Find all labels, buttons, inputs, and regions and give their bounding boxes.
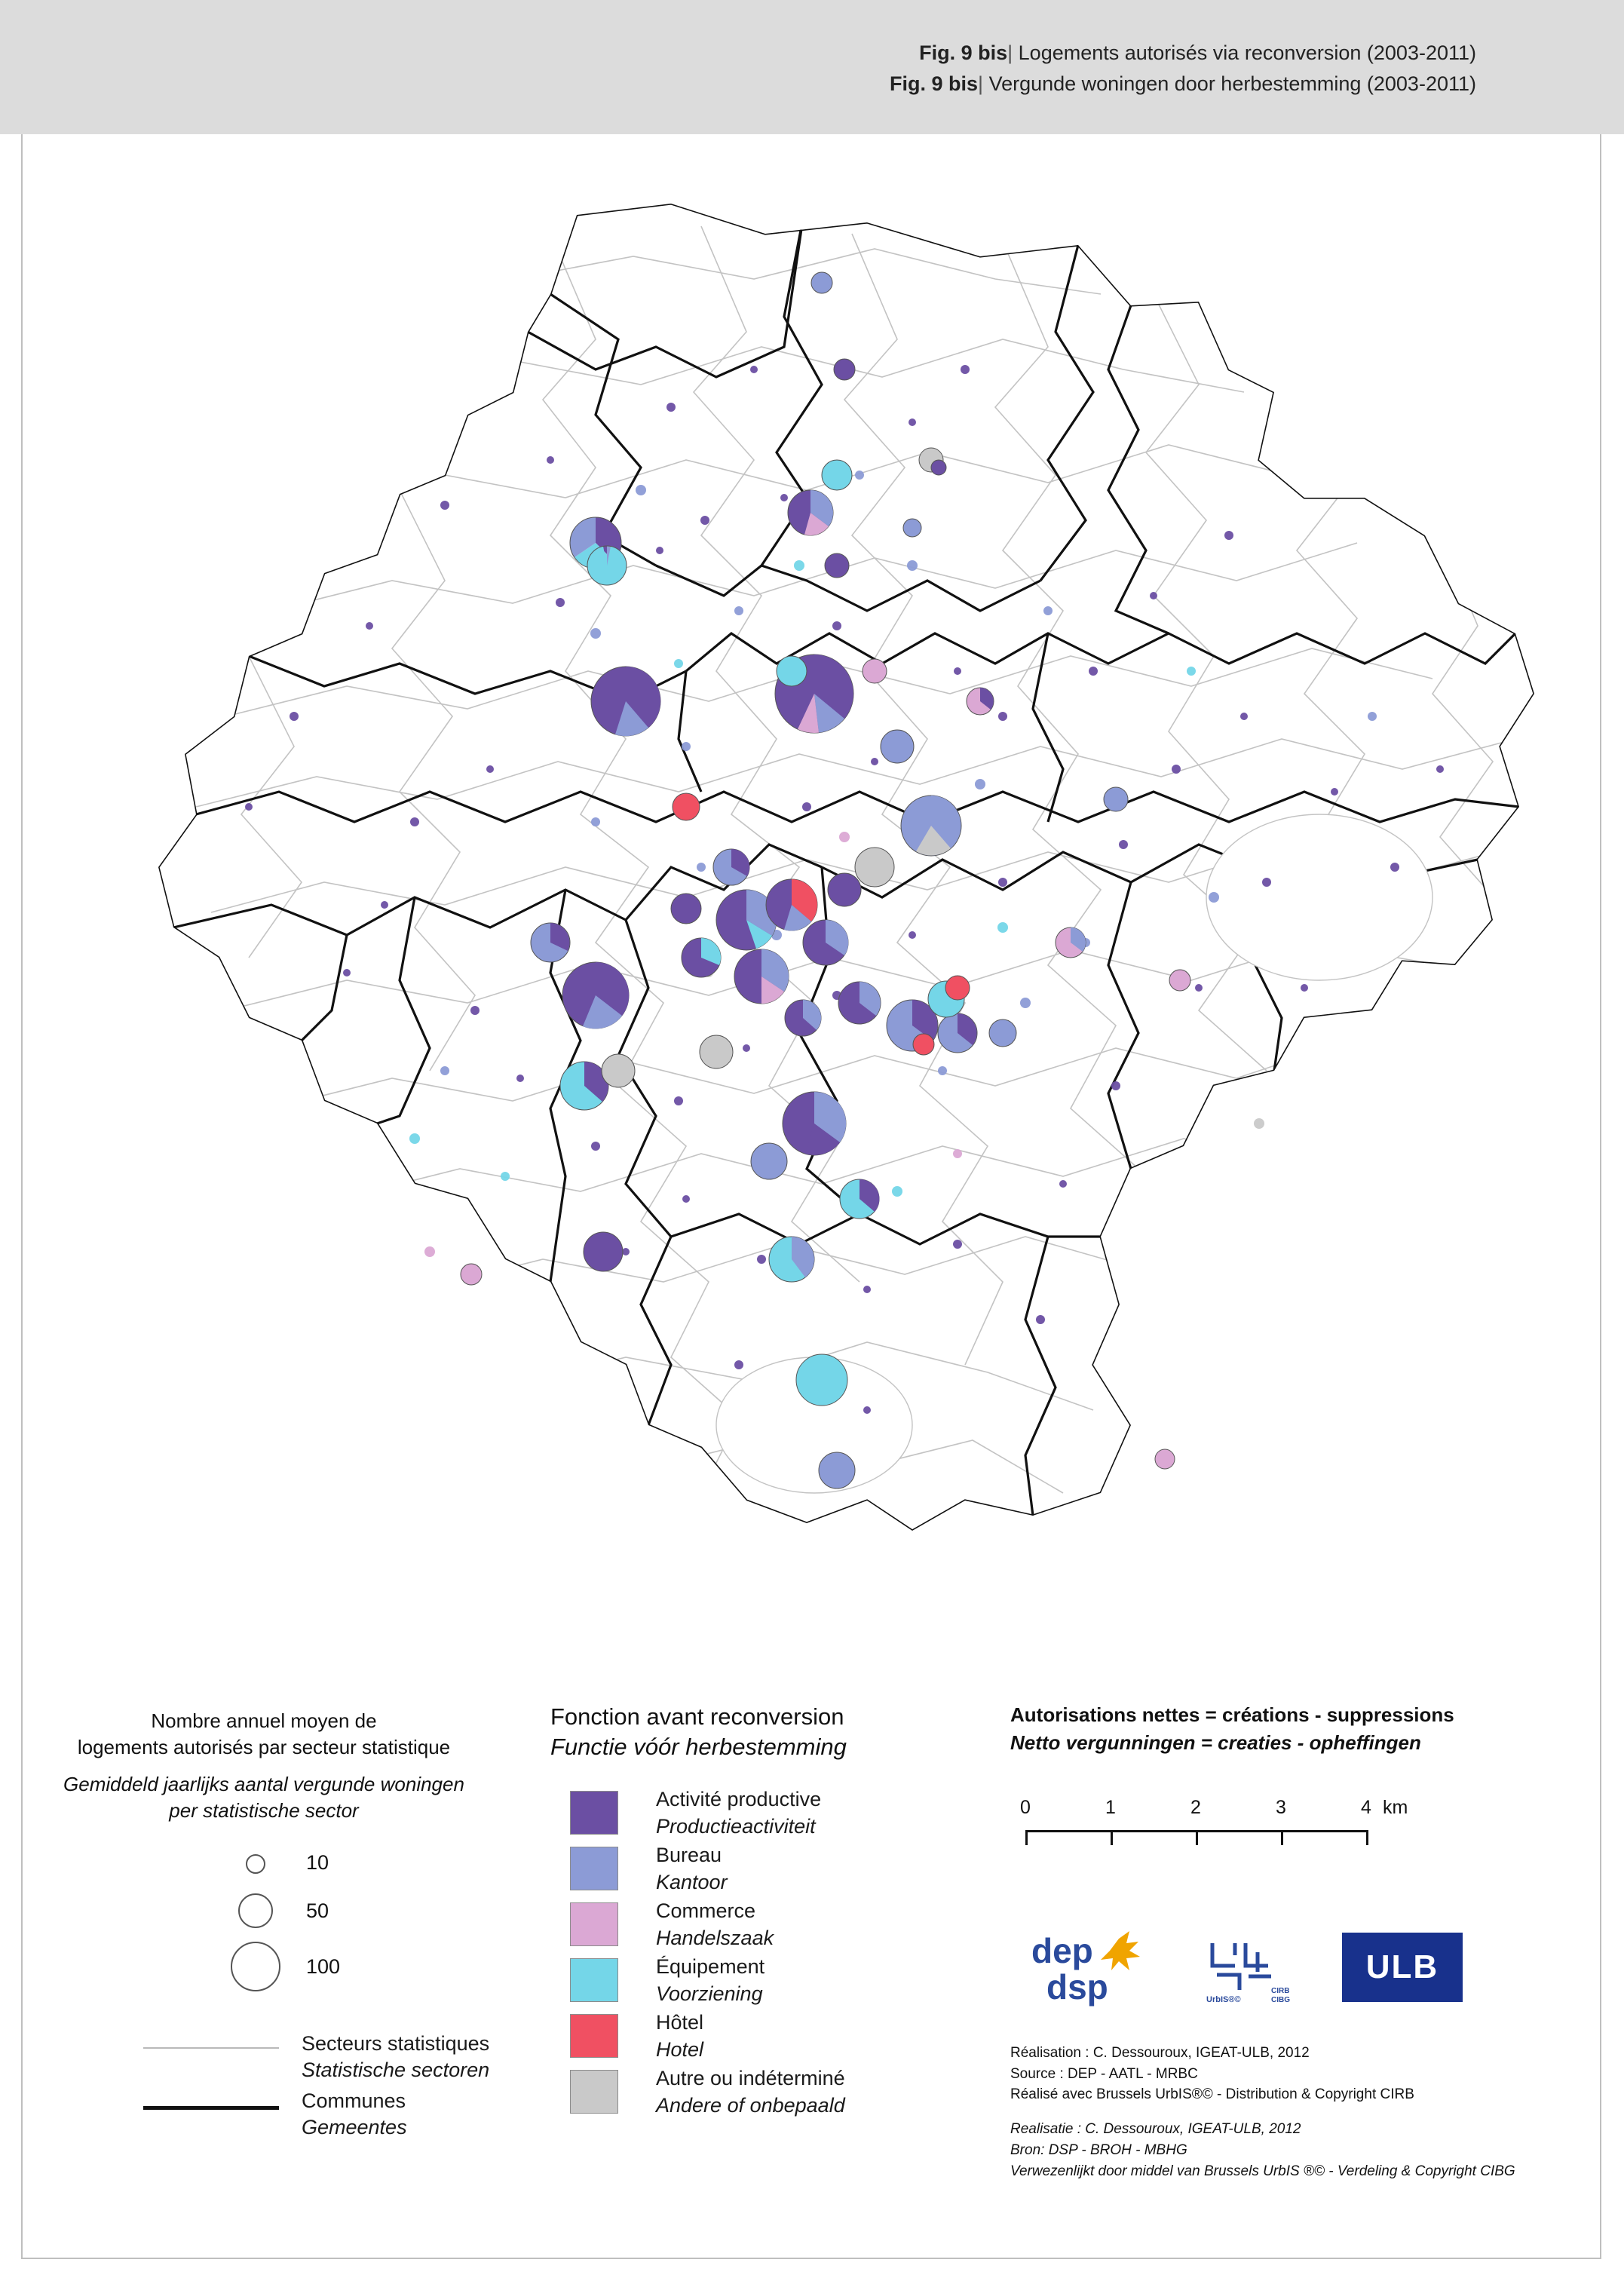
pie-marker — [834, 359, 855, 380]
scale-tick-mark — [1196, 1830, 1198, 1845]
legend-category-label: Autre ou indéterminé Andere of onbepaald — [656, 2067, 845, 2117]
logo-row — [1010, 1927, 1606, 2017]
sector-line-sample — [143, 2047, 279, 2049]
ulb-logo — [1342, 1933, 1463, 2002]
pie-marker — [931, 460, 946, 475]
svg-text:dep: dep — [1031, 1931, 1093, 1970]
figure-header — [0, 0, 1624, 134]
scale-tick-1: 1 — [1105, 1797, 1116, 1818]
legend-line-key — [23, 2032, 505, 2142]
scale-tick-mark — [1366, 1830, 1368, 1845]
svg-text:UrbIS®©: UrbIS®© — [1206, 1995, 1241, 2004]
scale-tick-labels — [1020, 1797, 1417, 1823]
pie-marker — [587, 546, 627, 585]
pie-marker — [825, 553, 849, 578]
size-label-50: 50 — [306, 1899, 329, 1923]
dep-dsp-logo — [1030, 1927, 1166, 2010]
credit-nl-1: Realisatie : C. Dessouroux, IGEAT-ULB, 2012 — [1010, 2121, 1301, 2138]
svg-text:CIBG: CIBG — [1271, 1996, 1290, 2004]
legend-size-title-fr: Nombre annuel moyen de logements autorisés par secteur statistique — [77, 1709, 451, 1759]
pie-marker — [700, 1035, 733, 1068]
legend-category-item — [550, 1788, 973, 1844]
pie-marker — [881, 730, 914, 763]
legend-category-label: Hôtel Hotel — [656, 2011, 704, 2061]
scale-tick-0: 0 — [1020, 1797, 1031, 1818]
swatch-commerce — [570, 1902, 618, 1946]
pie-marker — [461, 1264, 482, 1285]
pie-marker — [1169, 970, 1190, 991]
pie-marker — [783, 1092, 846, 1155]
swatch-equipement — [570, 1958, 618, 2002]
pie-marker — [788, 490, 833, 535]
commune-line-labels: Communes Gemeentes — [302, 2089, 407, 2139]
legend-category-label: Bureau Kantoor — [656, 1844, 728, 1893]
pie-marker — [903, 519, 921, 537]
legend-category-item — [550, 2011, 973, 2067]
legend-size-block — [23, 1708, 505, 2142]
pie-marker — [796, 1354, 847, 1406]
commune-line-sample — [143, 2106, 279, 2110]
scale-tick-mark — [1111, 1830, 1113, 1845]
figure-title-nl — [890, 69, 1476, 100]
net-authorisations-note-fr: Autorisations nettes = créations - suppressions — [1010, 1703, 1454, 1726]
pie-marker — [769, 1237, 814, 1282]
pie-marker — [822, 460, 852, 490]
legend-category-item — [550, 1899, 973, 1955]
figure-caption-fr: Logements autorisés via reconversion (2003-2011) — [1013, 41, 1476, 64]
swatch-hotel — [570, 2014, 618, 2058]
svg-text:CIRB: CIRB — [1271, 1987, 1290, 1995]
scale-tick-2: 2 — [1190, 1797, 1201, 1818]
brussels-map — [23, 143, 1598, 1712]
figure-header-text — [890, 38, 1476, 99]
legend-category-label: Commerce Handelszaak — [656, 1899, 774, 1949]
pie-marker — [840, 1179, 879, 1219]
size-label-10: 10 — [306, 1851, 329, 1875]
map-container — [23, 143, 1598, 1712]
legend-categories-title-nl: Functie vóór herbestemming — [550, 1734, 847, 1760]
legend-category-item — [550, 1844, 973, 1899]
map-scale-bar — [1020, 1797, 1417, 1880]
pie-marker — [855, 848, 894, 887]
legend-category-item — [550, 2067, 973, 2123]
pie-marker — [673, 793, 700, 820]
figure-sep-nl: | — [978, 72, 984, 95]
figure-number-fr: Fig. 9 bis — [919, 41, 1008, 64]
pie-marker — [560, 1062, 608, 1110]
figure-number-nl: Fig. 9 bis — [890, 72, 979, 95]
ulb-logo-text: ULB — [1365, 1948, 1439, 1985]
swatch-activite-productive — [570, 1791, 618, 1835]
credit-fr-1: Réalisation : C. Dessouroux, IGEAT-ULB, 2012 — [1010, 2045, 1310, 2061]
size-circle-50 — [238, 1893, 273, 1928]
scale-tick-mark — [1025, 1830, 1028, 1845]
scale-tick-4: 4 — [1361, 1797, 1371, 1818]
swatch-bureau — [570, 1847, 618, 1890]
figure-sep-fr: | — [1007, 41, 1013, 64]
pie-marker — [562, 962, 629, 1029]
pie-marker — [938, 1013, 977, 1053]
pie-marker — [1104, 787, 1128, 811]
scale-tick-3: 3 — [1276, 1797, 1286, 1818]
pie-marker — [819, 1452, 855, 1488]
legend-category-label: Activité productive Productieactiviteit — [656, 1788, 822, 1838]
legend-category-item — [550, 1955, 973, 2011]
size-circle-100 — [231, 1942, 280, 1991]
legend-info-block — [1010, 1703, 1606, 2181]
size-label-100: 100 — [306, 1955, 341, 1979]
legend-size-circles — [23, 1850, 505, 2023]
legend — [0, 1700, 1624, 2258]
pie-marker — [584, 1232, 623, 1271]
legend-category-label: Équipement Voorziening — [656, 1955, 765, 2005]
svg-text:dsp: dsp — [1046, 1967, 1108, 2007]
pie-marker — [945, 976, 970, 1000]
legend-categories-title-fr: Fonction avant reconversion — [550, 1703, 844, 1730]
swatch-autre — [570, 2070, 618, 2114]
credit-fr-3: Réalisé avec Brussels UrbIS®© - Distribution & Copyright CIRB — [1010, 2086, 1414, 2103]
pie-marker — [777, 656, 807, 686]
pie-marker — [901, 796, 961, 856]
figure-caption-nl: Vergunde woningen door herbestemming (2003-2011) — [983, 72, 1476, 95]
credits-block — [1010, 2043, 1606, 2181]
credit-nl-2: Bron: DSP - BROH - MBHG — [1010, 2141, 1187, 2158]
figure-title-fr — [890, 38, 1476, 69]
legend-category-list — [550, 1788, 973, 2123]
pie-marker — [1155, 1449, 1175, 1469]
pie-marker — [751, 1143, 787, 1179]
pie-marker — [1056, 927, 1086, 958]
pie-marker — [989, 1019, 1016, 1047]
legend-size-title-nl: Gemiddeld jaarlijks aantal vergunde woningen per statistische sector — [63, 1773, 464, 1823]
pie-marker — [811, 272, 832, 293]
credit-fr-2: Source : DEP - AATL - MRBC — [1010, 2065, 1198, 2082]
size-circle-10 — [246, 1854, 265, 1874]
credit-nl-3: Verwezenlijkt door middel van Brussels UrbIS ®© - Verdeling & Copyright CIBG — [1010, 2163, 1515, 2179]
scale-tick-mark — [1281, 1830, 1283, 1845]
pie-marker — [913, 1034, 934, 1055]
pie-marker — [591, 667, 660, 736]
cirb-cibg-logo — [1199, 1933, 1312, 2008]
pie-marker — [863, 659, 887, 683]
pie-marker — [602, 1054, 635, 1087]
pie-marker — [531, 923, 570, 962]
scale-unit: km — [1383, 1797, 1408, 1818]
legend-categories-block — [550, 1703, 973, 2123]
pie-marker — [967, 688, 994, 715]
net-authorisations-note-nl: Netto vergunningen = creaties - opheffingen — [1010, 1731, 1421, 1754]
sector-line-labels: Secteurs statistiques Statistische sectoren — [302, 2032, 490, 2082]
